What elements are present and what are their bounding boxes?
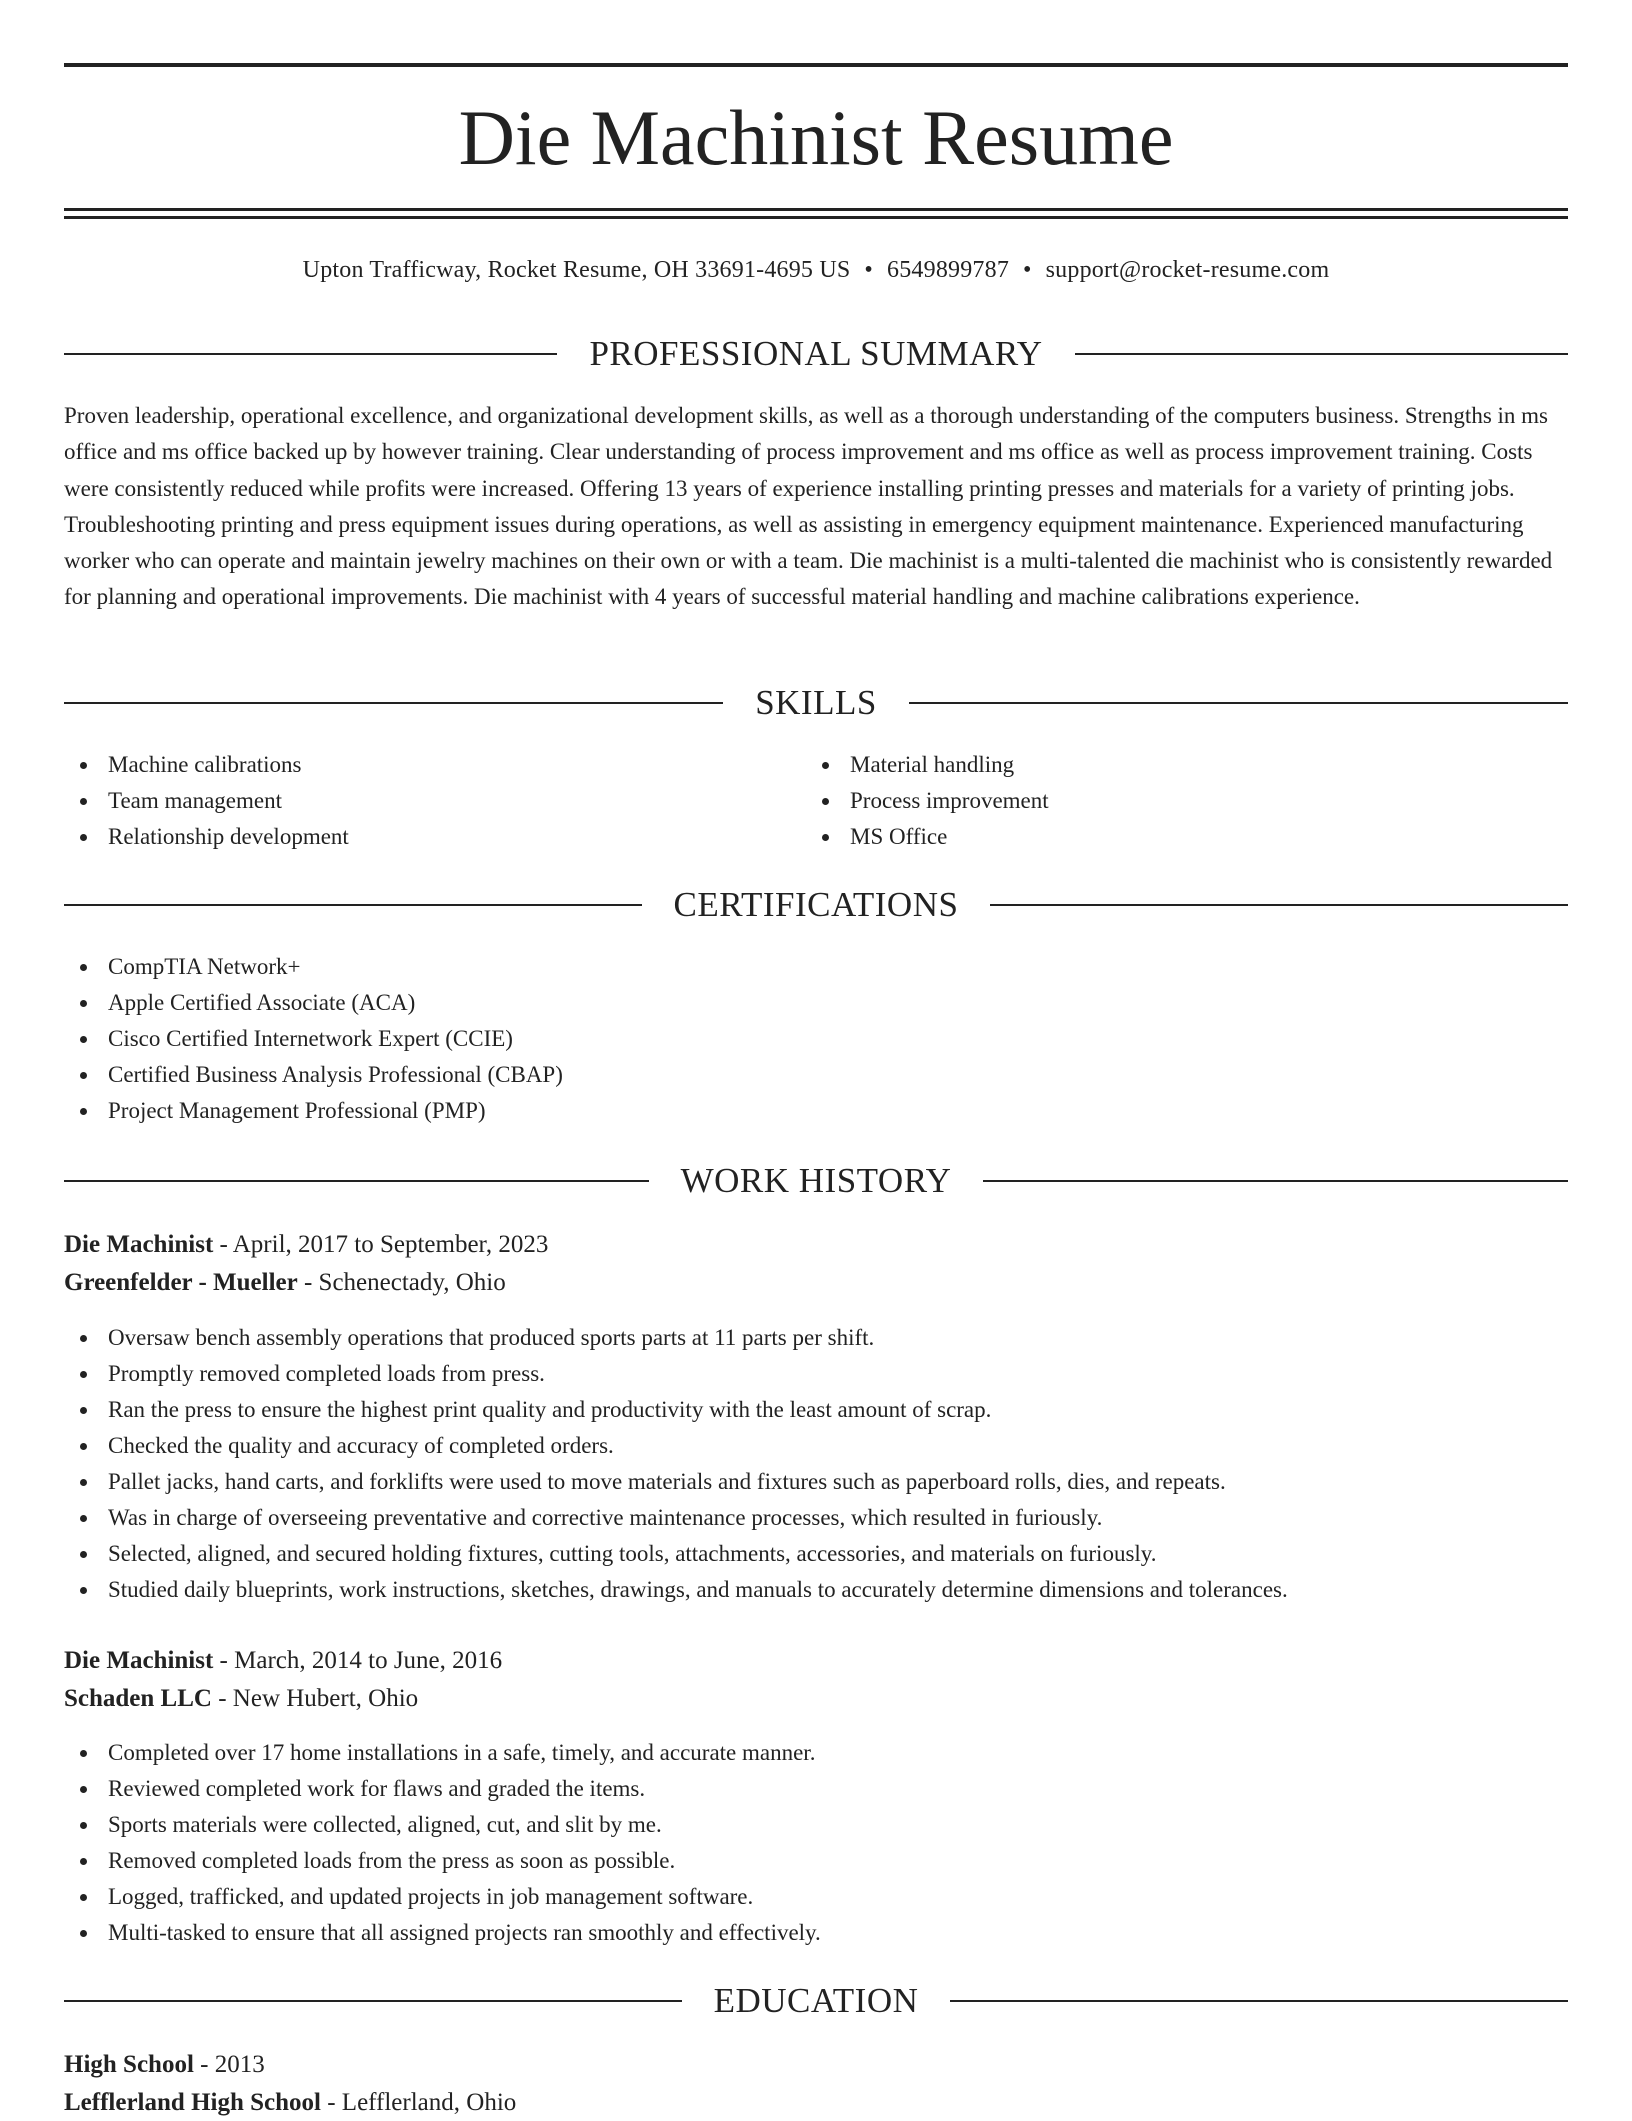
job-bullet: Oversaw bench assembly operations that produced sports parts at 11 parts per shift. bbox=[64, 1320, 1568, 1356]
education-degree-line bbox=[64, 2047, 265, 2083]
education-school: Lefflerland High School bbox=[64, 2089, 321, 2116]
job-bullets bbox=[64, 1320, 1568, 1608]
contact-separator: • bbox=[1023, 257, 1032, 283]
skill-item: Process improvement bbox=[806, 783, 1506, 819]
job-location: - Schenectady, Ohio bbox=[297, 1269, 506, 1296]
section-title: CERTIFICATIONS bbox=[642, 885, 991, 925]
contact-separator: • bbox=[864, 257, 874, 283]
job-bullet: Was in charge of overseeing preventative and corrective maintenance processes, which resulted in furiously. bbox=[64, 1500, 1568, 1536]
summary-text: Proven leadership, operational excellence, and organizational development skills, as well as a thorough understanding of the computers business. Strengths in ms office and ms office backed up by however training. Clear understanding of process improvement and ms office as well as process improvement training. Costs were consistently reduced while profits were increased. Offering 13 years of experience installing printing presses and materials for a variety of printing jobs. Troubleshooting printing and press equipment issues during operations, as well as assisting in emergency equipment maintenance. Experienced manufacturing worker who can operate and maintain jewelry machines on their own or with a team. Die machinist is a multi-talented die machinist who is consistently rewarded for planning and operational improvements. Die machinist with 4 years of successful material handling and machine calibrations experience. bbox=[64, 403, 1553, 610]
contact-email[interactable]: support@rocket-resume.com bbox=[1045, 257, 1330, 283]
job-company-line bbox=[64, 1681, 418, 1717]
job-title-line bbox=[64, 1227, 548, 1263]
header-bottom-rule-2 bbox=[64, 216, 1568, 219]
job-bullet: Pallet jacks, hand carts, and forklifts were used to move materials and fixtures such as paperboard rolls, dies, and repeats. bbox=[64, 1464, 1568, 1500]
certification-item: Project Management Professional (PMP) bbox=[64, 1093, 1064, 1129]
certification-item: Apple Certified Associate (ACA) bbox=[64, 985, 1064, 1021]
job-bullet: Ran the press to ensure the highest print quality and productivity with the least amount of scrap. bbox=[64, 1392, 1568, 1428]
skill-item: MS Office bbox=[806, 819, 1506, 855]
contact-line bbox=[64, 254, 1568, 286]
section-heading-skills bbox=[64, 683, 1568, 723]
job-bullet: Studied daily blueprints, work instructions, sketches, drawings, and manuals to accurately determine dimensions and tolerances. bbox=[64, 1572, 1568, 1608]
job-bullet: Promptly removed completed loads from press. bbox=[64, 1356, 1568, 1392]
section-heading-work-history bbox=[64, 1161, 1568, 1201]
job-company-line bbox=[64, 1265, 506, 1301]
job-company: Greenfelder - Mueller bbox=[64, 1269, 298, 1296]
skill-item: Relationship development bbox=[64, 819, 764, 855]
section-title: PROFESSIONAL SUMMARY bbox=[557, 334, 1074, 374]
education-degree: High School bbox=[64, 2051, 194, 2078]
job-company: Schaden LLC bbox=[64, 1685, 212, 1712]
section-heading-certifications bbox=[64, 885, 1568, 925]
certification-item: Certified Business Analysis Professional (CBAP) bbox=[64, 1057, 1064, 1093]
education-school-line bbox=[64, 2085, 516, 2121]
section-title: WORK HISTORY bbox=[649, 1161, 984, 1201]
header-bottom-rule bbox=[64, 208, 1568, 211]
job-bullet: Selected, aligned, and secured holding fixtures, cutting tools, attachments, accessories, and materials on furiously. bbox=[64, 1536, 1568, 1572]
job-bullet: Logged, trafficked, and updated projects in job management software. bbox=[64, 1879, 1568, 1915]
resume-title: Die Machinist Resume bbox=[458, 94, 1174, 181]
section-title: SKILLS bbox=[723, 683, 909, 723]
section-title: EDUCATION bbox=[682, 1981, 951, 2021]
job-bullet: Multi-tasked to ensure that all assigned projects ran smoothly and effectively. bbox=[64, 1915, 1568, 1951]
certification-item: CompTIA Network+ bbox=[64, 949, 1064, 985]
skill-item: Team management bbox=[64, 783, 764, 819]
job-bullet: Checked the quality and accuracy of completed orders. bbox=[64, 1428, 1568, 1464]
certifications-list bbox=[64, 949, 1064, 1129]
skills-list-left bbox=[64, 747, 764, 855]
certification-item: Cisco Certified Internetwork Expert (CCIE) bbox=[64, 1021, 1064, 1057]
job-title-line bbox=[64, 1643, 502, 1679]
job-dates: - April, 2017 to September, 2023 bbox=[213, 1231, 549, 1258]
job-bullet: Sports materials were collected, aligned, cut, and slit by me. bbox=[64, 1807, 1568, 1843]
education-location: - Lefflerland, Ohio bbox=[320, 2089, 517, 2116]
job-bullets bbox=[64, 1735, 1568, 1951]
job-dates: - March, 2014 to June, 2016 bbox=[213, 1647, 503, 1674]
job-bullet: Completed over 17 home installations in a safe, timely, and accurate manner. bbox=[64, 1735, 1568, 1771]
job-title: Die Machinist bbox=[64, 1231, 214, 1258]
section-heading-summary bbox=[64, 334, 1568, 374]
skills-list-right bbox=[806, 747, 1506, 855]
skill-item: Machine calibrations bbox=[64, 747, 764, 783]
education-year: - 2013 bbox=[193, 2051, 265, 2078]
job-location: - New Hubert, Ohio bbox=[211, 1685, 419, 1712]
job-bullet: Reviewed completed work for flaws and graded the items. bbox=[64, 1771, 1568, 1807]
contact-phone: 6549899787 bbox=[887, 257, 1010, 283]
header-top-rule bbox=[64, 63, 1568, 67]
skill-item: Material handling bbox=[806, 747, 1506, 783]
contact-address: Upton Trafficway, Rocket Resume, OH 33691-4695 US bbox=[302, 257, 851, 283]
job-bullet: Removed completed loads from the press as soon as possible. bbox=[64, 1843, 1568, 1879]
job-title: Die Machinist bbox=[64, 1647, 214, 1674]
section-heading-education bbox=[64, 1981, 1568, 2021]
